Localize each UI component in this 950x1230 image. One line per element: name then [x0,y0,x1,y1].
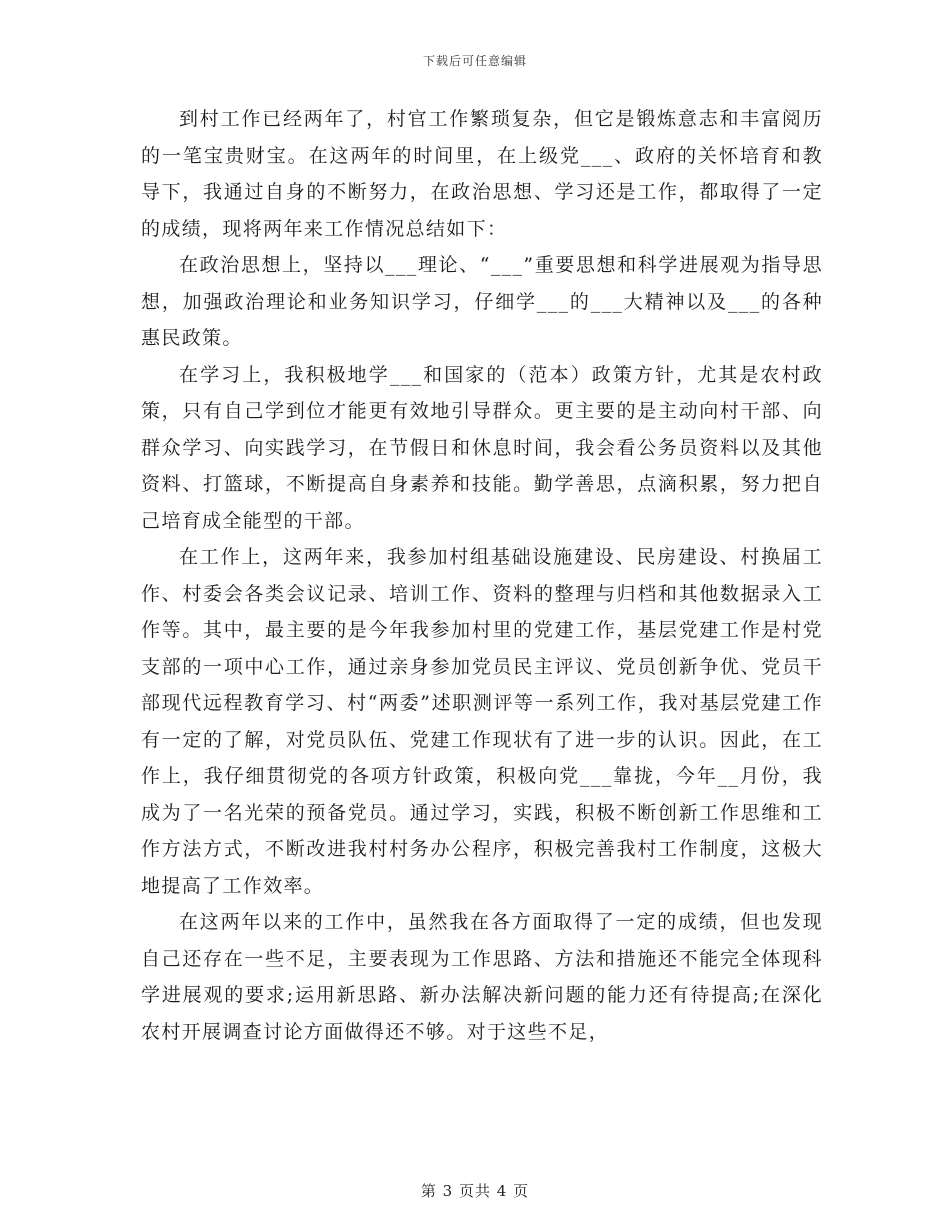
page-number-footer: 第 3 页共 4 页 [420,1182,530,1200]
document-body [141,101,823,1050]
paragraph-political-thought: 在政治思想上，坚持以___理论、“___”重要思想和科学进展观为指导思想，加强政治理论和业务知识学习，仔细学___的___大精神以及___的各种惠民政策。 [141,254,823,349]
paragraph-study: 在学习上，我积极地学___和国家的（范本）政策方针，尤其是农村政策，只有自己学到位才能更有效地引导群众。更主要的是主动向村干部、向群众学习、向实践学习，在节假日和休息时间，我会看公务员资料以及其他资料、打篮球，不断提高自身素养和技能。勤学善思，点滴积累，努力把自己培育成全能型的干部。 [141,363,823,532]
paragraph-shortcomings: 在这两年以来的工作中，虽然我在各方面取得了一定的成绩，但也发现自己还存在一些不足，主要表现为工作思路、方法和措施还不能完全体现科学进展观的要求;运用新思路、新办法解决新问题的能力还有待提高;在深化农村开展调查讨论方面做得还不够。对于这些不足， [141,911,823,1043]
page-header-note: 下载后可任意编辑 [422,54,527,68]
paragraph-work: 在工作上，这两年来，我参加村组基础设施建设、民房建设、村换届工作、村委会各类会议记录、培训工作、资料的整理与归档和其他数据录入工作等。其中，最主要的是今年我参加村里的党建工作，基层党建工作是村党支部的一项中心工作，通过亲身参加党员民主评议、党员创新争优、党员干部现代远程教育学习、村“两委”述职测评等一系列工作，我对基层党建工作有一定的了解，对党员队伍、党建工作现状有了进一步的认识。因此，在工作上，我仔细贯彻党的各项方针政策，积极向党___靠拢，今年__月份，我成为了一名光荣的预备党员。通过学习，实践，积极不断创新工作思维和工作方法方式，不断改进我村村务办公程序，积极完善我村工作制度，这极大地提高了工作效率。 [141,546,823,897]
paragraph-intro: 到村工作已经两年了，村官工作繁琐复杂，但它是锻炼意志和丰富阅历的一笔宝贵财宝。在这两年的时间里，在上级党___、政府的关怀培育和教导下，我通过自身的不断努力，在政治思想、学习还是工作，都取得了一定的成绩，现将两年来工作情况总结如下： [141,108,823,240]
